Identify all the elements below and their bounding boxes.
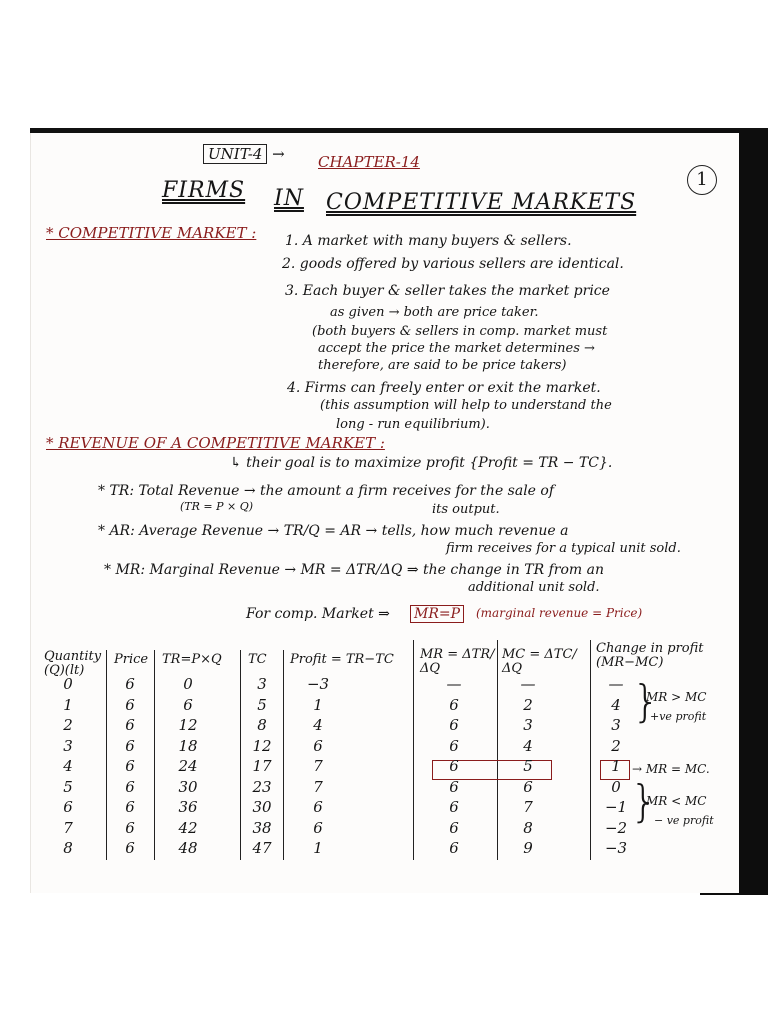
cell-mr: 6 bbox=[449, 736, 459, 755]
cell-tc: 23 bbox=[252, 777, 272, 796]
cell-mr: 6 bbox=[449, 757, 459, 775]
header-quantity: Quantity (Q)(lt) bbox=[44, 649, 102, 678]
revenue-heading: * REVENUE OF A COMPETITIVE MARKET : bbox=[46, 434, 385, 452]
cell-profit: 7 bbox=[313, 757, 323, 775]
column-divider bbox=[106, 650, 107, 860]
cell-tr: 42 bbox=[178, 818, 198, 837]
cell-change-profit: — bbox=[608, 675, 624, 693]
note-mr-less-mc: MR < MC bbox=[646, 794, 707, 808]
cell-tr: 12 bbox=[178, 716, 198, 734]
cell-change-profit: −2 bbox=[604, 818, 628, 837]
unit-label bbox=[203, 145, 285, 163]
cell-tc: 38 bbox=[252, 818, 272, 837]
cell-mr: 6 bbox=[449, 818, 459, 837]
cell-mc: — bbox=[520, 675, 536, 693]
unit-box: UNIT-4 bbox=[203, 144, 267, 164]
cell-quantity: 0 bbox=[63, 675, 73, 693]
point-3: 3. Each buyer & seller takes the market price bbox=[285, 283, 610, 299]
cell-tc: 47 bbox=[252, 839, 272, 857]
point-3-note-3: therefore, are said to be price takers) bbox=[318, 358, 567, 373]
cell-change-profit: 2 bbox=[611, 736, 621, 755]
cell-quantity: 8 bbox=[63, 839, 73, 857]
tr-definition: * TR: Total Revenue → the amount a firm receives for the sale of bbox=[98, 483, 555, 499]
cell-change-profit: 1 bbox=[611, 757, 621, 775]
ar-definition-line2: firm receives for a typical unit sold. bbox=[446, 541, 681, 556]
page-number bbox=[687, 165, 717, 195]
cell-mr: 6 bbox=[449, 716, 459, 734]
cell-mr: 6 bbox=[449, 777, 459, 796]
cell-tc: 3 bbox=[257, 675, 267, 693]
cell-quantity: 6 bbox=[63, 798, 73, 816]
note-negative-profit: − ve profit bbox=[654, 814, 714, 827]
note-positive-profit: +ve profit bbox=[650, 710, 707, 723]
cell-tr: 36 bbox=[178, 798, 198, 816]
cell-price: 6 bbox=[125, 736, 135, 755]
cell-profit: 1 bbox=[313, 839, 323, 857]
cell-tr: 48 bbox=[178, 839, 198, 857]
column-divider bbox=[497, 640, 498, 860]
cell-profit: 4 bbox=[313, 716, 323, 734]
cell-change-profit: −1 bbox=[604, 798, 628, 816]
point-1: 1. A market with many buyers & sellers. bbox=[285, 233, 572, 249]
cell-tr: 30 bbox=[178, 777, 198, 796]
cell-quantity: 7 bbox=[63, 818, 73, 837]
header-price: Price bbox=[114, 652, 149, 667]
cell-mr: 6 bbox=[449, 798, 459, 816]
ar-definition: * AR: Average Revenue → TR/Q = AR → tells, how much revenue a bbox=[98, 523, 569, 539]
cell-change-profit: 3 bbox=[611, 716, 621, 734]
note-mr-equals-mc: → MR = MC. bbox=[632, 762, 710, 776]
cell-tc: 12 bbox=[252, 736, 272, 755]
title-competitive-markets: COMPETITIVE MARKETS bbox=[326, 190, 637, 215]
cell-tc: 17 bbox=[252, 757, 272, 775]
cell-price: 6 bbox=[125, 695, 135, 714]
cell-quantity: 1 bbox=[63, 695, 73, 714]
cell-profit: 6 bbox=[313, 798, 323, 816]
cell-mc: 3 bbox=[523, 716, 533, 734]
column-divider bbox=[240, 650, 241, 860]
cell-tr: 6 bbox=[183, 695, 193, 714]
point-4: 4. Firms can freely enter or exit the market. bbox=[287, 380, 601, 396]
header-tc: TC bbox=[248, 652, 267, 667]
header-profit: Profit = TR−TC bbox=[290, 652, 394, 667]
comp-market-prefix: For comp. Market ⇒ bbox=[246, 606, 390, 622]
cell-profit: −3 bbox=[306, 675, 330, 693]
cell-mr: 6 bbox=[449, 839, 459, 857]
cell-quantity: 4 bbox=[63, 757, 73, 775]
title-firms: FIRMS bbox=[162, 178, 246, 203]
point-3-note-1: (both buyers & sellers in comp. market must bbox=[312, 324, 608, 339]
revenue-goal: ↳ their goal is to maximize profit {Profit = TR − TC}. bbox=[230, 455, 613, 471]
cell-change-profit: 4 bbox=[611, 695, 621, 714]
column-divider bbox=[413, 640, 414, 860]
header-mr: MR = ΔTR/ΔQ bbox=[420, 647, 495, 676]
cell-mc: 8 bbox=[523, 818, 533, 837]
cell-mc: 2 bbox=[523, 695, 533, 714]
cell-mc: 6 bbox=[523, 777, 533, 796]
header-mc: MC = ΔTC/ΔQ bbox=[502, 647, 577, 676]
cell-quantity: 3 bbox=[63, 736, 73, 755]
cell-mr: 6 bbox=[449, 695, 459, 714]
cell-tr: 18 bbox=[178, 736, 198, 755]
cell-price: 6 bbox=[125, 777, 135, 796]
cell-tr: 24 bbox=[178, 757, 198, 775]
column-divider bbox=[154, 650, 155, 860]
cell-price: 6 bbox=[125, 839, 135, 857]
cell-profit: 6 bbox=[313, 818, 323, 837]
cell-tc: 5 bbox=[257, 695, 267, 714]
competitive-market-heading: * COMPETITIVE MARKET : bbox=[46, 224, 257, 242]
cell-mc: 9 bbox=[523, 839, 533, 857]
brace-negative: } bbox=[630, 776, 658, 827]
cell-profit: 7 bbox=[313, 777, 323, 796]
header-arrow: → bbox=[272, 145, 285, 163]
mr-definition: * MR: Marginal Revenue → MR = ΔTR/ΔQ ⇒ the change in TR from an bbox=[104, 562, 604, 578]
tr-definition-line2: its output. bbox=[432, 502, 500, 517]
column-divider bbox=[590, 640, 591, 860]
cell-change-profit: −3 bbox=[604, 839, 628, 857]
cell-mc: 7 bbox=[523, 798, 533, 816]
header-tr: TR=P×Q bbox=[162, 652, 222, 667]
mr-equals-p-box bbox=[410, 606, 464, 622]
point-3-note-2: accept the price the market determines → bbox=[318, 341, 595, 356]
header-change-profit: Change in profit (MR−MC) bbox=[596, 641, 704, 670]
point-3-line2: as given → both are price taker. bbox=[330, 305, 539, 320]
cell-tc: 8 bbox=[257, 716, 267, 734]
page-number-text: 1 bbox=[696, 169, 708, 190]
cell-mc: 5 bbox=[523, 757, 533, 775]
cell-quantity: 5 bbox=[63, 777, 73, 796]
cell-price: 6 bbox=[125, 818, 135, 837]
cell-price: 6 bbox=[125, 716, 135, 734]
point-4-note-1: (this assumption will help to understand the bbox=[320, 398, 612, 413]
cell-quantity: 2 bbox=[63, 716, 73, 734]
note-mr-greater-mc: MR > MC bbox=[646, 690, 707, 704]
brace-positive: } bbox=[632, 676, 660, 727]
cell-mc: 4 bbox=[523, 736, 533, 755]
chapter-label: CHAPTER-14 bbox=[318, 153, 420, 171]
cell-tc: 30 bbox=[252, 798, 272, 816]
title-in: IN bbox=[274, 186, 304, 211]
mr-equals-p-text: MR=P bbox=[410, 605, 464, 623]
point-2: 2. goods offered by various sellers are identical. bbox=[282, 256, 624, 272]
cell-tr: 0 bbox=[183, 675, 193, 693]
cell-price: 6 bbox=[125, 675, 135, 693]
column-divider bbox=[283, 650, 284, 860]
mr-definition-line2: additional unit sold. bbox=[468, 580, 600, 595]
cell-profit: 6 bbox=[313, 736, 323, 755]
cell-change-profit: 0 bbox=[611, 777, 621, 796]
comp-market-note: (marginal revenue = Price) bbox=[476, 606, 643, 620]
point-4-note-2: long - run equilibrium). bbox=[336, 417, 490, 432]
cell-mr: — bbox=[446, 675, 462, 693]
cell-price: 6 bbox=[125, 757, 135, 775]
cell-price: 6 bbox=[125, 798, 135, 816]
tr-formula: (TR = P × Q) bbox=[180, 500, 254, 513]
cell-profit: 1 bbox=[313, 695, 323, 714]
